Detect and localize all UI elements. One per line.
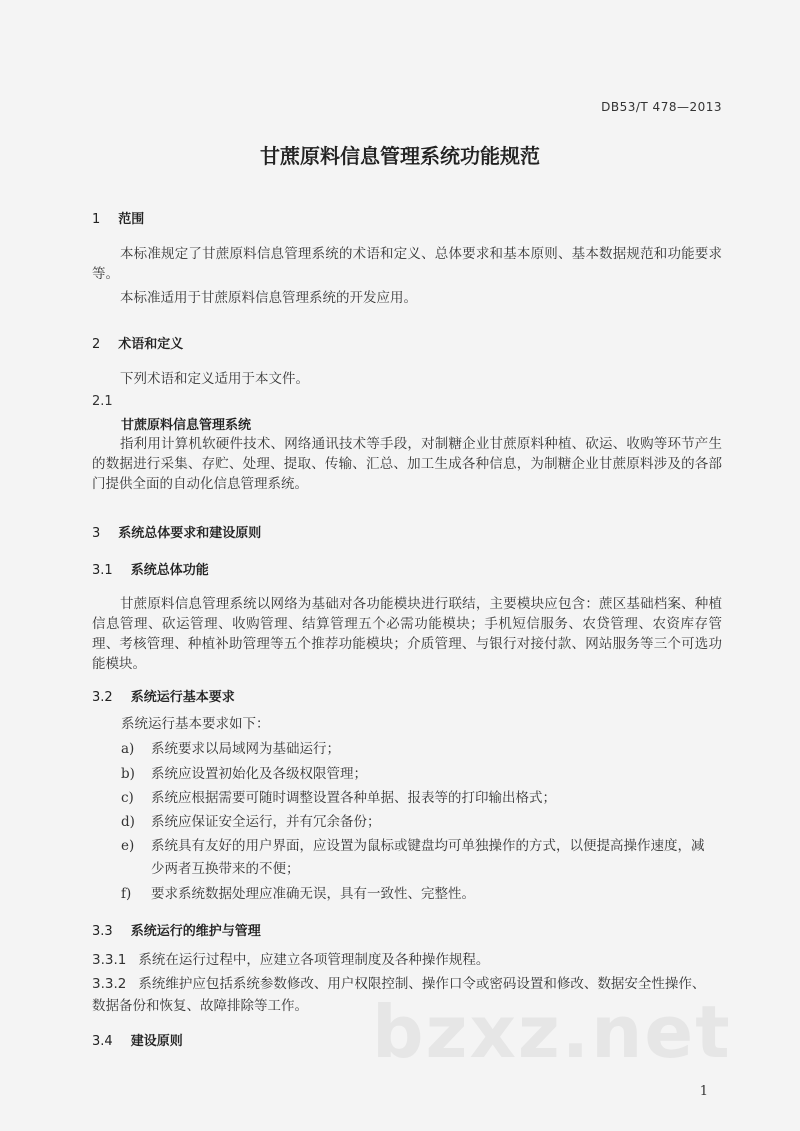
list-text: 系统具有友好的用户界面，应设置为鼠标或键盘均可单独操作的方式，以便提高操作速度，减	[151, 838, 705, 854]
list-text: 系统应设置初始化及各级权限管理；	[151, 766, 367, 782]
term-name: 甘蔗原料信息管理系统	[121, 418, 252, 433]
section-title: 范围	[118, 212, 145, 227]
section-number: 3.1	[92, 563, 113, 578]
list-marker: e)	[121, 838, 135, 854]
clause-number: 3.3.2	[92, 976, 127, 992]
section-title: 系统运行基本要求	[130, 690, 235, 705]
section-title: 系统总体要求和建设原则	[118, 526, 262, 541]
paragraph: 甘蔗原料信息管理系统以网络为基础对各功能模块进行联结，主要模块应包含：蔗区基础档案、种植信息管理、砍运管理、收购管理、结算管理五个必需功能模块；手机短信服务、农贷管理、农资库存管理、考核管理、种植补助管理等五个推荐功能模块；介质管理、与银行对接付款、网站服务等三个可选功能模块。	[92, 596, 722, 672]
clause-text: 系统维护应包括系统参数修改、用户权限控制、操作口令或密码设置和修改、数据安全性操作、	[138, 976, 706, 992]
standard-number: DB53/T 478—2013	[601, 100, 722, 114]
section-title: 系统总体功能	[130, 563, 209, 578]
list-text: 要求系统数据处理应准确无误，具有一致性、完整性。	[151, 886, 475, 902]
section-3-3-heading	[92, 920, 261, 939]
section-number: 1	[92, 212, 101, 227]
paragraph: 本标准规定了甘蔗原料信息管理系统的术语和定义、总体要求和基本原则、基本数据规范和功能要求等。	[92, 246, 722, 282]
list-item	[121, 836, 705, 856]
clause-continuation: 数据备份和恢复、故障排除等工作。	[92, 998, 308, 1014]
list-item	[121, 884, 475, 904]
section-title: 系统运行的维护与管理	[130, 924, 261, 939]
list-marker: c)	[121, 790, 134, 806]
section-1-heading	[92, 208, 144, 227]
section-number: 3.4	[92, 1034, 113, 1049]
list-intro: 系统运行基本要求如下：	[121, 716, 270, 732]
list-item-continuation: 少两者互换带来的不便；	[151, 861, 300, 877]
list-item	[121, 764, 367, 784]
page-number: 1	[699, 1084, 708, 1099]
list-marker: f)	[121, 886, 132, 902]
clause-number: 3.3.1	[92, 952, 127, 968]
paragraph: 本标准适用于甘蔗原料信息管理系统的开发应用。	[120, 290, 417, 306]
section-number: 3.2	[92, 690, 113, 705]
section-3-2-heading	[92, 686, 235, 705]
term-number: 2.1	[92, 394, 113, 409]
section-number: 2	[92, 337, 101, 352]
paragraph: 下列术语和定义适用于本文件。	[120, 371, 309, 387]
section-number: 3.3	[92, 924, 113, 939]
list-text: 系统要求以局域网为基础运行；	[151, 741, 340, 757]
list-marker: d)	[121, 814, 135, 830]
list-text: 系统应根据需要可随时调整设置各种单据、报表等的打印输出格式；	[151, 790, 556, 806]
document-title: 甘蔗原料信息管理系统功能规范	[260, 144, 540, 168]
section-3-4-heading	[92, 1030, 183, 1049]
watermark: bzxz.net	[372, 990, 732, 1074]
list-text: 系统应保证安全运行，并有冗余备份；	[151, 814, 381, 830]
list-marker: b)	[121, 766, 135, 782]
section-3-1-heading	[92, 559, 209, 578]
list-item	[121, 812, 381, 832]
clause-3-3-1	[92, 950, 489, 970]
term-definition: 指利用计算机软硬件技术、网络通讯技术等手段，对制糖企业甘蔗原料种植、砍运、收购等环节产生的数据进行采集、存贮、处理、提取、传输、汇总、加工生成各种信息，为制糖企业甘蔗原料涉及的各部门提供全面的自动化信息管理系统。	[92, 436, 722, 492]
section-title: 术语和定义	[118, 337, 184, 352]
section-number: 3	[92, 526, 101, 541]
list-item	[121, 788, 556, 808]
section-3-heading	[92, 522, 261, 541]
list-marker: a)	[121, 741, 135, 757]
clause-text: 系统在运行过程中，应建立各项管理制度及各种操作规程。	[138, 952, 490, 968]
section-2-heading	[92, 333, 183, 352]
list-item	[121, 739, 340, 759]
section-title: 建设原则	[130, 1034, 183, 1049]
